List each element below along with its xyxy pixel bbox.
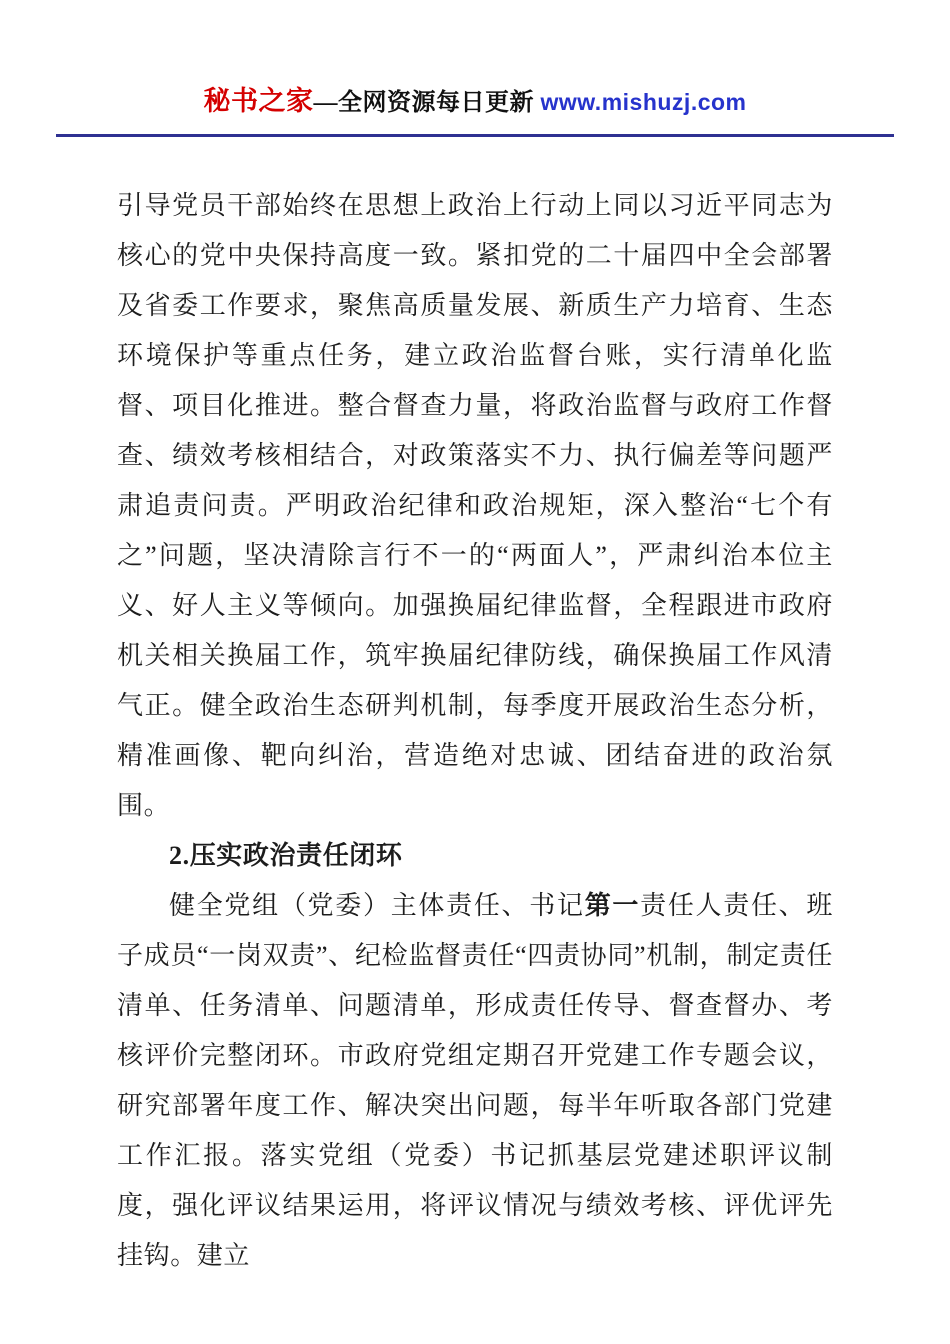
- paragraph-responsibility-segment-after: 责任人责任、班子成员“一岗双责”、纪检监督责任“四责协同”机制，制定责任清单、任务清单、问题清单，形成责任传导、督查督办、考核评价完整闭环。市政府党组定期召开党建工作专题会议，研究部署年度工作、解决突出问题，每半年听取各部门党建工作汇报。落实党组（党委）书记抓基层党建述职评议制度，强化评议结果运用，将评议情况与绩效考核、评优评先挂钩。建立: [117, 891, 833, 1270]
- site-tagline: —全网资源每日更新: [313, 90, 541, 116]
- site-header: [0, 0, 950, 137]
- site-name: 秘书之家: [203, 86, 314, 116]
- paragraph-political-supervision: 引导党员干部始终在思想上政治上行动上同以习近平同志为核心的党中央保持高度一致。紧扣党的二十届四中全会部署及省委工作要求，聚焦高质量发展、新质生产力培育、生态环境保护等重点任务，建立政治监督台账，实行清单化监督、项目化推进。整合督查力量，将政治监督与政府工作督查、绩效考核相结合，对政策落实不力、执行偏差等问题严肃追责问责。严明政治纪律和政治规矩，深入整治“七个有之”问题，坚决清除言行不一的“两面人”，严肃纠治本位主义、好人主义等倾向。加强换届纪律监督，全程跟进市政府机关相关换届工作，筑牢换届纪律防线，确保换届工作风清气正。健全政治生态研判机制，每季度开展政治生态分析，精准画像、靶向纠治，营造绝对忠诚、团结奋进的政治氛围。: [117, 191, 833, 820]
- paragraph-responsibility-segment-before: 健全党组（党委）主体责任、书记: [169, 891, 585, 920]
- site-header-text: [0, 86, 950, 118]
- document-body: [117, 181, 833, 1281]
- header-divider: [56, 134, 894, 137]
- paragraph-responsibility-bold-term: 第一: [584, 891, 641, 920]
- paragraph-responsibility-loop: [117, 881, 833, 1281]
- section-heading-responsibility: 2.压实政治责任闭环: [169, 841, 403, 870]
- site-url-link[interactable]: www.mishuzj.com: [540, 89, 747, 115]
